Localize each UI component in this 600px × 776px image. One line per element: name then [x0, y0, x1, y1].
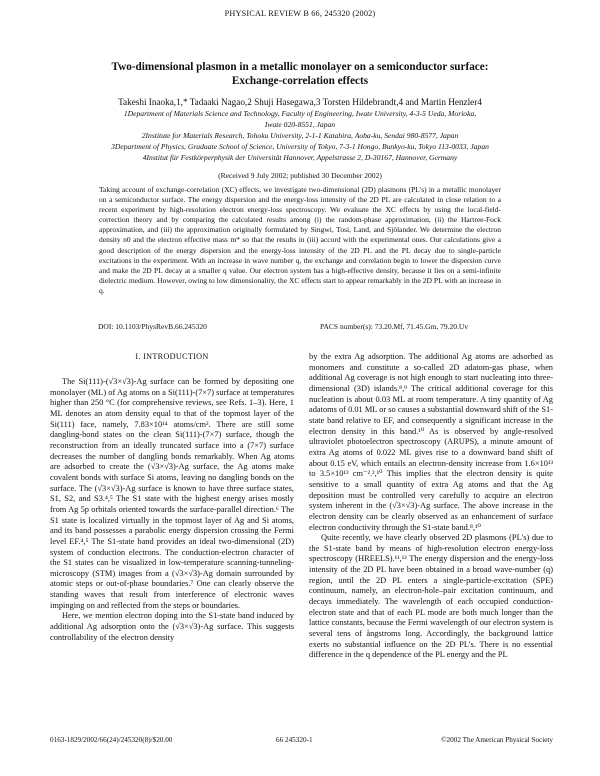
title-line-1: Two-dimensional plasmon in a metallic monolayer on a semiconductor surface:: [111, 61, 489, 73]
footer-code: 0163-1829/2002/66(24)/245320(8)/$20.00: [50, 736, 173, 744]
affiliation-3: 3Department of Physics, Graduate School of Science, University of Tokyo, 7-3-1 Hongo, Bunkyo-ku, Tokyo 113-0033, Japan: [111, 142, 489, 151]
affiliation-1: 1Department of Materials Science and Technology, Faculty of Engineering, Iwate University, 4-3-5 Ueda, Morioka,: [123, 109, 477, 118]
journal-header: PHYSICAL REVIEW B 66, 245320 (2002): [224, 9, 376, 18]
intro-paragraph-2-cont: by the extra Ag adsorption. The additional Ag atoms are adsorbed as monomers and constitute a so-called 2D adatom-gas phase, when additional Ag coverage is not high enough to start nucleating into three-dimensional (3D) islands.⁸,⁹ The critical additional coverage for this nucleation is about 0.03 ML at room temperature. A tiny quantity of Ag adatoms of 0.01 ML or so causes a substantial downward shift of the S1-state band relative to EF, and consequently a significant increase in the electron density in this band.¹⁰ As is observed by angle-resolved ultraviolet photoelectron spectroscopy (ARUPS), a minute amount of extra Ag atoms of 0.022 ML gives rise to a downward band shift of about 0.15 eV, which entails an electron-density increase from 1.6×10¹³ to 3.5×10¹³ cm⁻².²,¹⁰ This implies that the electron density is quite sensitive to a small quantity of extra Ag atoms and that the Ag deposition must be controlled very carefully to acquire an electron system inherent in the (√3×√3)-Ag surface. The above increase in the electron density can be clearly observed as an enhancement of surface electron conductivity through the S1-state band.⁸,¹⁰: [309, 352, 553, 532]
doi: DOI: 10.1103/PhysRevB.66.245320: [98, 322, 207, 331]
title-line-2: Exchange-correlation effects: [231, 75, 369, 87]
affiliation-2: 2Institute for Materials Research, Tohoku University, 2-1-1 Katahira, Aoba-ku, Sendai 980-8577, Japan: [141, 131, 459, 140]
intro-paragraph-2: Here, we mention electron doping into the S1-state band induced by additional Ag adsorption onto the (√3×√3)-Ag surface. This suggests controllability of the electron density: [50, 611, 294, 642]
intro-paragraph-3: Quite recently, we have clearly observed 2D plasmons (PL's) due to the S1-state band by means of high-resolution electron energy-loss spectroscopy (HREELS).¹¹,¹² The energy dispersion and the energy-loss intensity of the 2D PL have been obtained in a broad wave-number (q) region, until the 2D PL enters a single-particle-excitation (SPE) continuum, namely, an electron-hole–pair excitation continuum, and decays immediately. The wavelength of each occupied conduction-electron state and that of each PL mode are both much longer than the lattice constants, because the Fermi wavelength of our electron system is several tens of ångstroms long. Accordingly, the background lattice exerts no substantial influence on the 2D PL's. There is no essential difference in the q dependence of the PL energy and the PL: [309, 533, 553, 660]
intro-paragraph-1: The Si(111)-(√3×√3)-Ag surface can be formed by depositing one monolayer (ML) of Ag atoms on a Si(111)-(7×7) surface at temperatures higher than 250 °C (for comprehensive reviews, see Refs. 1–3). Here, 1 ML denotes an atom density equal to that of the topmost layer of the Si(111) face, namely, 7.83×10¹⁴ atoms/cm². There are still some dangling-bond states on the clean Si(111)-(7×7) surface, though the reconstruction from an ideally truncated surface into a (7×7) surface decreases the number of dangling bonds remarkably. When Ag atoms are adsorbed to create the (√3×√3)-Ag surface, the Ag atoms make covalent bonds with surface Si atoms, leaving no dangling bonds on the surface. The (√3×√3)-Ag surface is known to have three surface states, S1, S2, and S3.⁴,⁵ The S1 state with the highest energy arises mostly from Ag 5p orbitals oriented towards the surface-parallel direction.⁶ The S1 state is localized virtually in the topmost layer of Ag and Si atoms, and its band possesses a parabolic energy dispersion crossing the Fermi level EF.⁴,⁵ The S1-state band provides an ideal two-dimensional (2D) system of conduction electrons. The conduction-electron character of the S1 states can be visualized in low-temperature scanning-tunneling-microscopy (STM) images from a (√3×√3)-Ag domain surrounded by atomic steps or out-of-phase boundaries.⁷ One can clearly observe the standing waves that result from interference of electronic waves impinging on and reflected from the steps or boundaries.: [50, 377, 294, 610]
author-list: Takeshi Inaoka,1,* Tadaaki Nagao,2 Shuji Hasegawa,3 Torsten Hildebrandt,4 and Martin Henzler4: [118, 97, 482, 107]
left-column: [50, 377, 294, 643]
received-dates: (Received 9 July 2002; published 30 December 2002): [218, 171, 382, 180]
pacs-numbers: PACS number(s): 73.20.Mf, 71.45.Gm, 79.20.Uv: [320, 322, 469, 331]
copyright: ©2002 The American Physical Society: [441, 736, 553, 744]
right-column: [309, 352, 553, 661]
section-heading: I. INTRODUCTION: [135, 352, 209, 361]
affiliations: [40, 108, 560, 163]
affiliation-4: 4Institut für Festkörperphysik der Universität Hannover, Appelstrasse 2, D-30167, Hannover, Germany: [142, 153, 458, 162]
paper-title: [60, 60, 540, 88]
abstract: Taking account of exchange-correlation (XC) effects, we investigate two-dimensional (2D) plasmons (PL's) in a metallic monolayer on a semiconductor surface. The energy dispersion and the energy-loss intensity of the 2D PL are calculated in close relation to a recent experiment by high-resolution electron energy-loss spectroscopy. We evaluate the XC effects by using the local-field-correction theory and by comparing the calculated results among (i) the random-phase approximation, (ii) the Hartree-Fock approximation, and (iii) the approximation originally formulated by Singwi, Tosi, Land, and Sjölander. We determine the electron density n0 and the electron effective mass m* so that the results in (iii) accord with the experimental ones. Our calculations give a good description of the energy dispersion and the energy-loss intensity of the 2D PL and the PL decay due to single-particle excitations in the experiment. With an increase in wave number q, the exchange and correlation begin to lower the dispersion curve and make the 2D PL decay at a smaller q value. Our electron system has a high-effective density, because it lies on a semi-infinite dielectric medium. However, owing to low dimensionality, the XC effects start to appear remarkably in the 2D PL with an increase in q.: [99, 185, 501, 295]
affiliation-1-cont: Iwate 020-8551, Japan: [264, 120, 336, 129]
page-number: 66 245320-1: [276, 736, 313, 744]
